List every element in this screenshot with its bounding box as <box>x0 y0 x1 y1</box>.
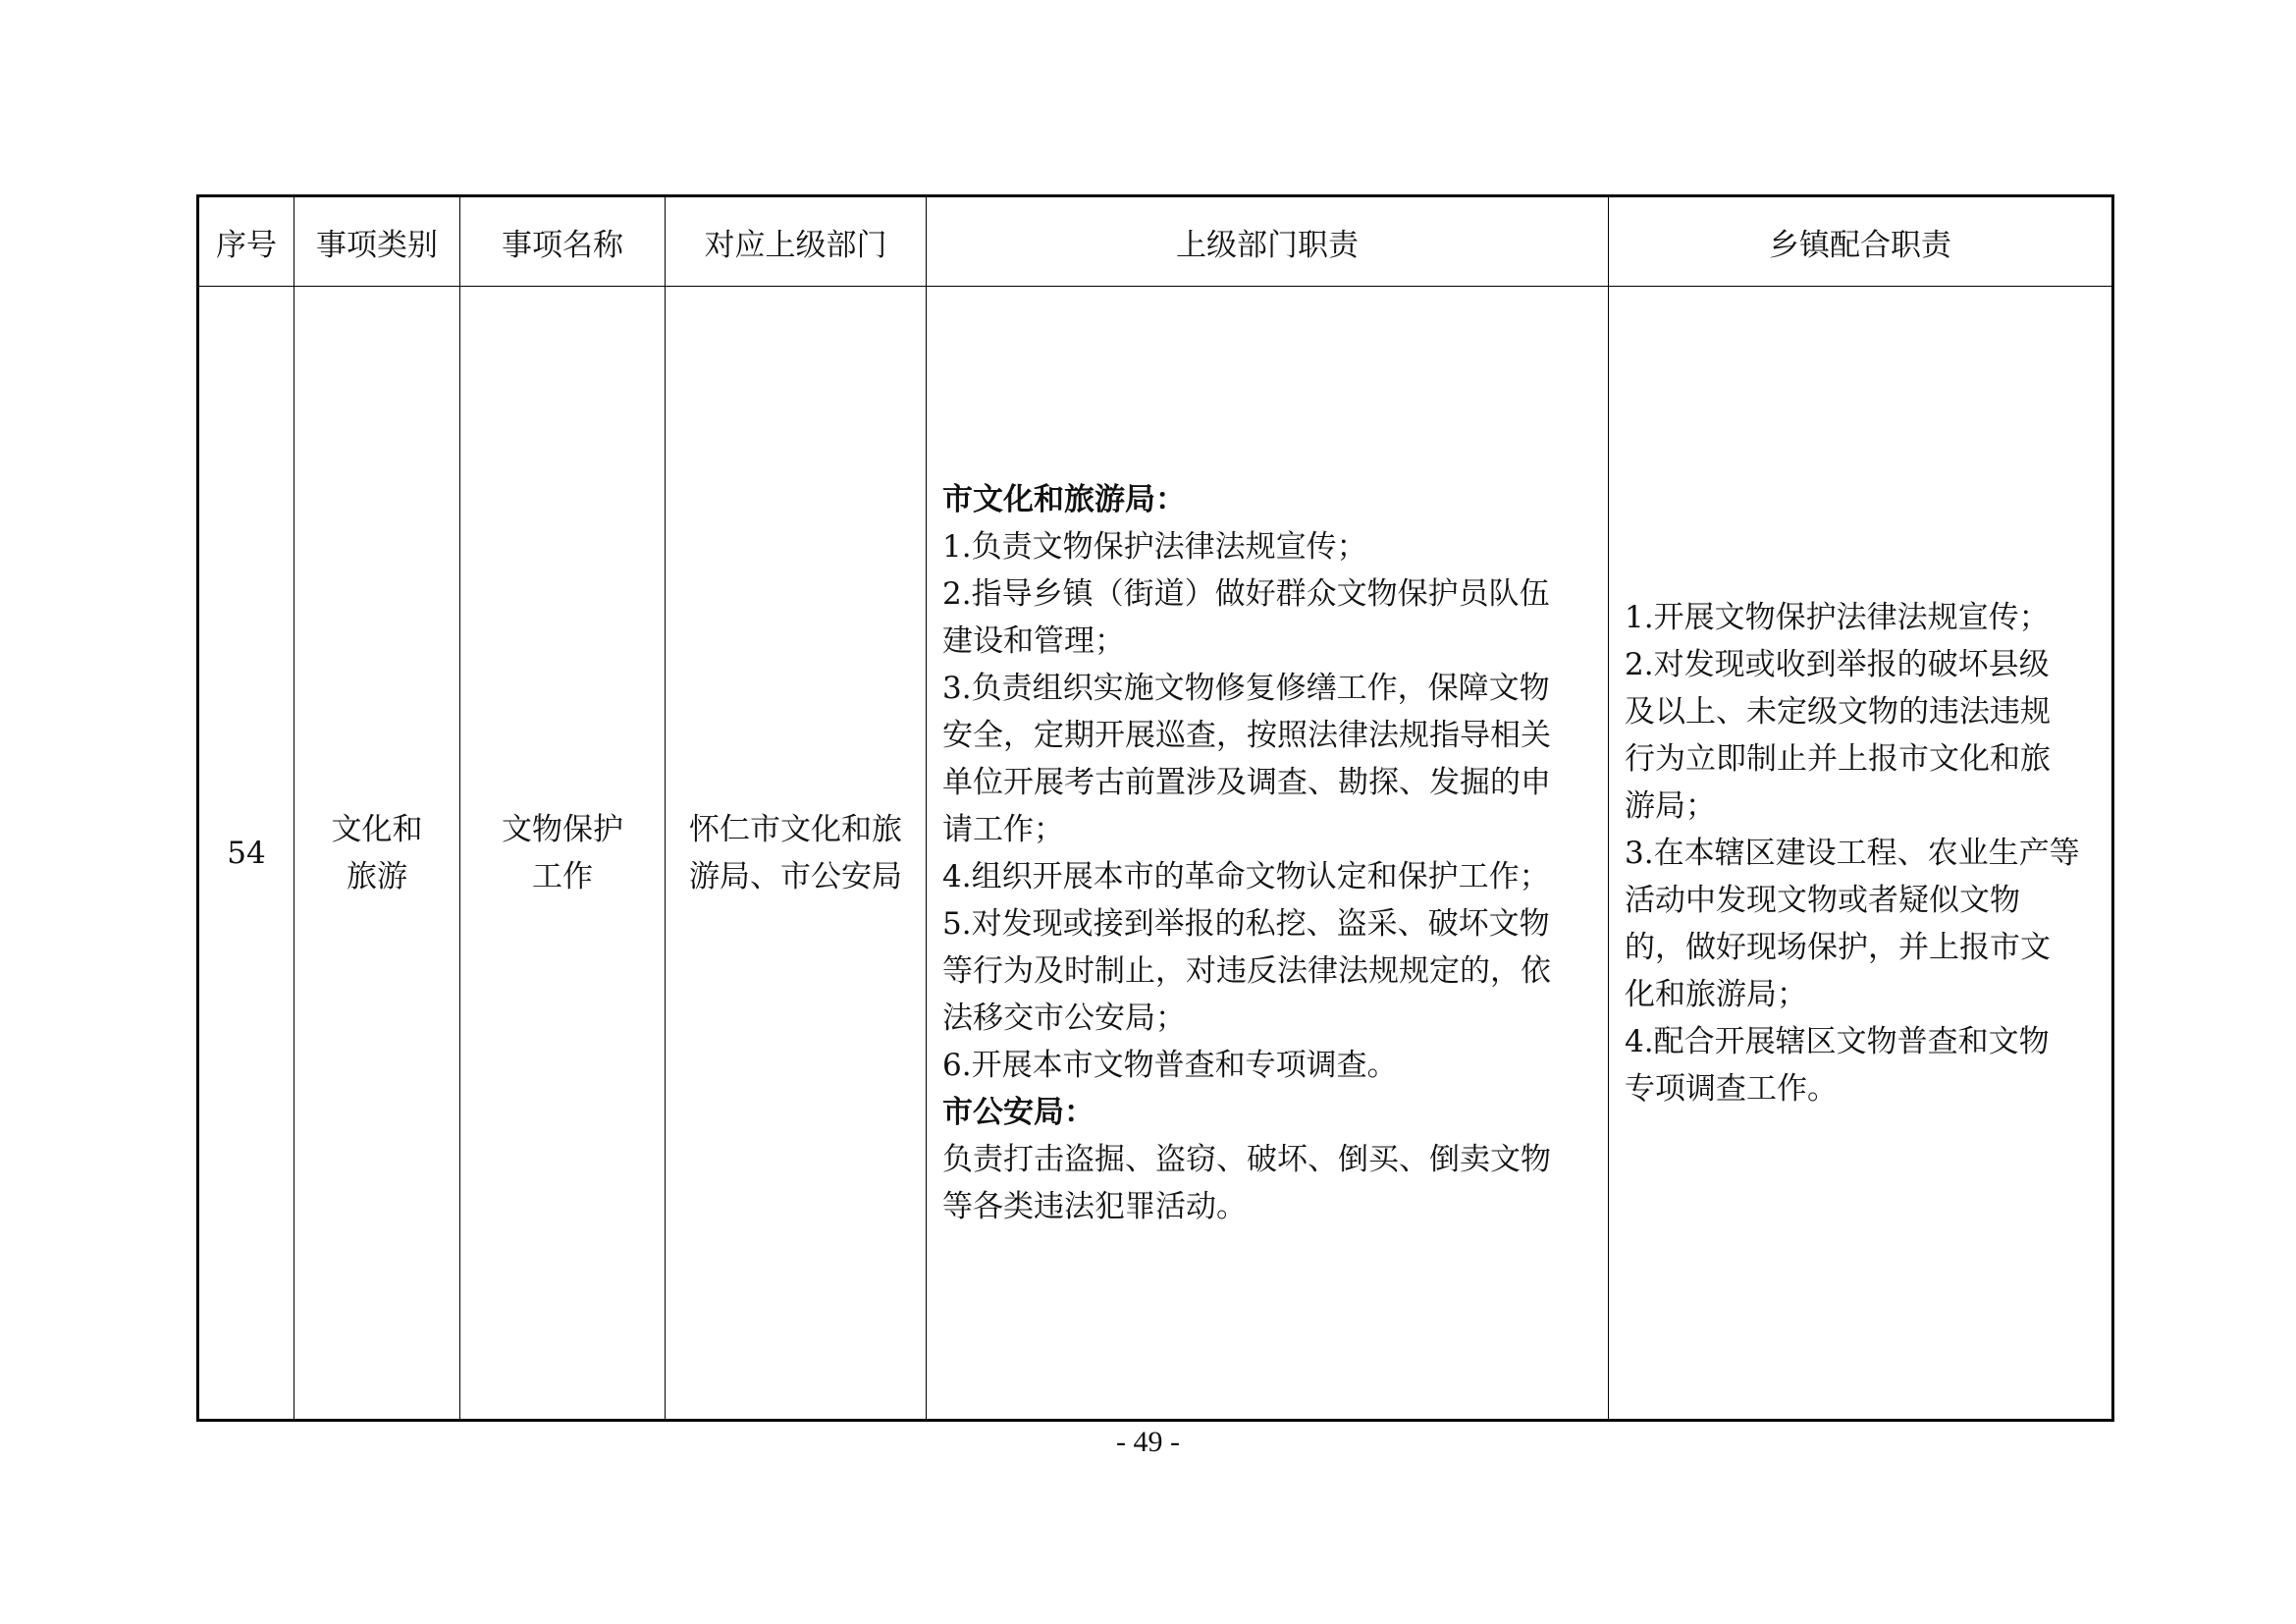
row-category <box>294 287 460 1421</box>
duty-line: 单位开展考古前置涉及调查、勘探、发掘的申 <box>942 764 1551 800</box>
town-duty-line: 1.开展文物保护法律法规宣传； <box>1625 599 2050 635</box>
row-item-name <box>460 287 666 1421</box>
town-duty-line: 游局； <box>1625 787 1716 824</box>
row-upper-department <box>666 287 927 1421</box>
duty-line: 请工作； <box>942 811 1064 847</box>
row-index: 54 <box>198 287 294 1421</box>
header-row <box>198 196 2113 287</box>
header-upper-duties: 上级部门职责 <box>927 196 1609 287</box>
row-upper-duties <box>927 287 1609 1421</box>
item-name-line: 文物保护 <box>502 811 623 847</box>
duty-line: 等各类违法犯罪活动。 <box>942 1188 1247 1224</box>
header-upper-department: 对应上级部门 <box>666 196 927 287</box>
duty-line: 等行为及时制止，对违反法律法规规定的，依 <box>942 952 1551 989</box>
duty-line: 2.指导乡镇（街道）做好群众文物保护员队伍 <box>942 575 1550 612</box>
duty-line: 安全，定期开展巡查，按照法律法规指导相关 <box>942 717 1551 753</box>
header-category: 事项类别 <box>294 196 460 287</box>
duty-table <box>196 194 2114 1422</box>
duty-line: 3.负责组织实施文物修复修缮工作，保障文物 <box>942 670 1550 706</box>
duty-department-heading: 市公安局： <box>942 1094 1095 1130</box>
duty-line: 法移交市公安局； <box>942 1000 1186 1036</box>
header-town-duties: 乡镇配合职责 <box>1609 196 2113 287</box>
town-duty-line: 2.对发现或收到举报的破坏县级 <box>1625 646 2050 682</box>
category-line: 文化和 <box>331 811 423 847</box>
town-duty-line: 活动中发现文物或者疑似文物 <box>1625 882 2020 918</box>
duty-line: 4.组织开展本市的革命文物认定和保护工作； <box>942 858 1550 894</box>
town-duty-line: 的，做好现场保护，并上报市文 <box>1625 929 2051 965</box>
duty-line: 建设和管理； <box>942 623 1125 659</box>
page-number: - 49 - <box>1116 1426 1180 1458</box>
duty-department-heading: 市文化和旅游局： <box>942 481 1186 517</box>
department-line: 游局、市公安局 <box>689 858 902 894</box>
duty-line: 1.负责文物保护法律法规宣传； <box>942 528 1367 565</box>
town-duty-line: 化和旅游局； <box>1625 976 1807 1012</box>
duty-line: 5.对发现或接到举报的私挖、盗采、破坏文物 <box>942 905 1550 942</box>
duty-line: 负责打击盗掘、盗窃、破坏、倒买、倒卖文物 <box>942 1141 1551 1177</box>
duty-line: 6.开展本市文物普查和专项调查。 <box>942 1047 1398 1083</box>
category-line: 旅游 <box>347 858 407 894</box>
header-index: 序号 <box>198 196 294 287</box>
header-item-name: 事项名称 <box>460 196 666 287</box>
town-duty-line: 专项调查工作。 <box>1625 1070 1838 1107</box>
row-town-duties <box>1609 287 2113 1421</box>
item-name-line: 工作 <box>532 858 593 894</box>
town-duty-line: 4.配合开展辖区文物普查和文物 <box>1625 1023 2050 1059</box>
table-row <box>198 287 2113 1421</box>
town-duty-line: 3.在本辖区建设工程、农业生产等 <box>1625 835 2080 871</box>
department-line: 怀仁市文化和旅 <box>689 811 902 847</box>
town-duty-line: 及以上、未定级文物的违法违规 <box>1625 693 2051 730</box>
town-duty-line: 行为立即制止并上报市文化和旅 <box>1625 740 2051 777</box>
